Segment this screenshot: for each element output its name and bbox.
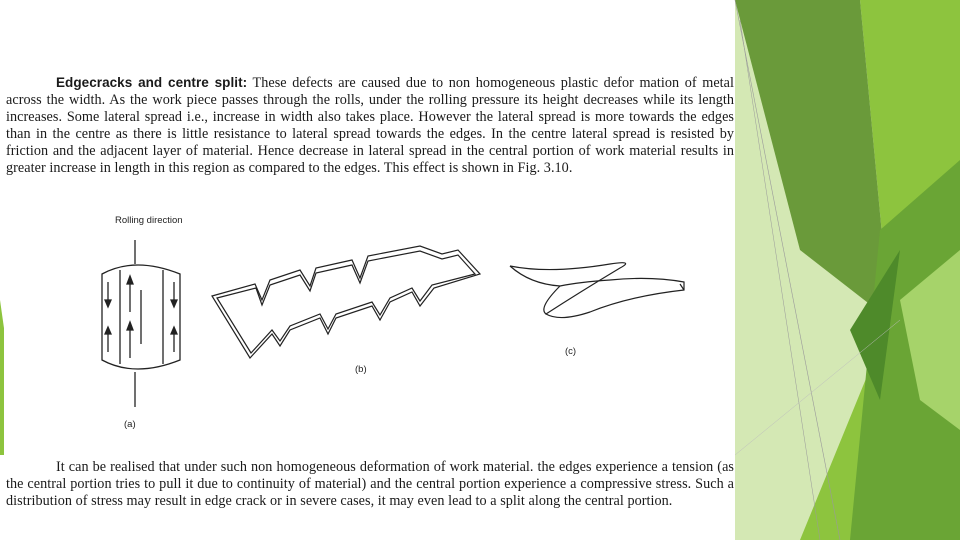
paragraph-stress-distribution bbox=[6, 459, 734, 510]
figure-label-c: (c) bbox=[565, 346, 577, 357]
figure-a-plate bbox=[102, 240, 180, 407]
figure-b-cracked-strip bbox=[212, 246, 480, 358]
figure-3-10 bbox=[90, 212, 710, 437]
figure-label-b: (b) bbox=[355, 364, 367, 375]
rolling-direction-label: Rolling direction bbox=[115, 215, 183, 226]
paragraph-edgecracks bbox=[6, 74, 734, 177]
paragraph-body: These defects are caused due to non homogeneous plastic defor mation of metal across the width. As the work piece passes through the rolls, under the rolling pressure its height decreases while its length increases. Some lateral spread i.e., increase in width also takes place. However the lateral spread is more towards the edges than in the centre as there is little resistance to lateral spread towards the edges. In the centre lateral spread is resisted by friction and the adjacent layer of material. Hence decrease in lateral spread in the central portion of work material results in greater increase in length in this region as compared to the edges. This effect is shown in Fig. 3.10. bbox=[6, 75, 734, 176]
figure-drawing bbox=[90, 212, 710, 437]
figure-label-a: (a) bbox=[124, 419, 136, 430]
paragraph-lead: Edgecracks and centre split: bbox=[56, 75, 248, 90]
figure-c-centre-split bbox=[510, 263, 684, 318]
paragraph-body: It can be realised that under such non homogeneous deformation of work material. the edges experience a tension (as the central portion tries to pull it due to continuity of material) and the central portion experience a compressive stress. Such a distribution of stress may result in edge crack or in severe cases, it may even lead to a split along the central portion. bbox=[6, 459, 734, 509]
